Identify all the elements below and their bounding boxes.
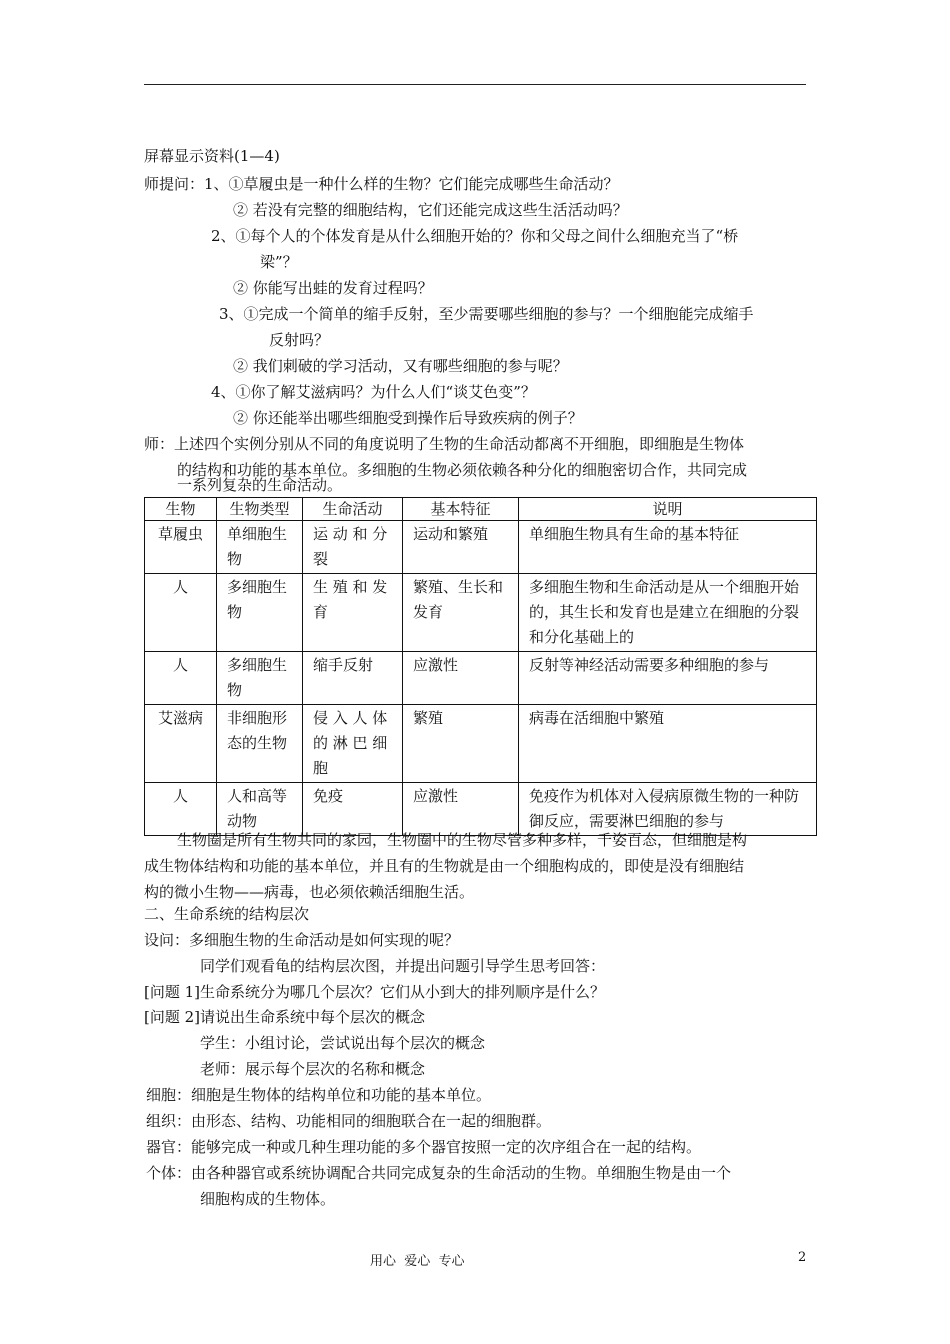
question-2b: ② 你能写出蛙的发育过程吗？	[233, 279, 433, 297]
table-header: 生物类型	[217, 498, 303, 521]
table-cell: 单细胞生物具有生命的基本特征	[519, 521, 817, 574]
setup-question: 设问：多细胞生物的生命活动是如何实现的呢？	[144, 931, 460, 949]
student-activity: 学生：小组讨论，尝试说出每个层次的概念	[200, 1034, 486, 1052]
table-cell: 非细胞形态的生物	[217, 705, 303, 783]
question-block-2: [问题 2]请说出生命系统中每个层次的概念	[144, 1008, 426, 1026]
table-cell: 人	[145, 652, 217, 705]
question-1a: 师提问：1、①草履虫是一种什么样的生物？它们能完成哪些生命活动？	[144, 175, 619, 193]
def-tissue: 组织：由形态、结构、功能相同的细胞联合在一起的细胞群。	[146, 1112, 552, 1130]
table-cell: 繁殖、生长和发育	[403, 574, 519, 652]
question-block-1: [问题 1]生命系统分为哪几个层次？它们从小到大的排列顺序是什么？	[144, 983, 606, 1001]
table-cell: 多细胞生物	[217, 652, 303, 705]
table-cell: 人	[145, 574, 217, 652]
table-header: 说明	[519, 498, 817, 521]
table-header: 基本特征	[403, 498, 519, 521]
table-row	[145, 783, 817, 836]
table-cell: 反射等神经活动需要多种细胞的参与	[519, 652, 817, 705]
header-rule	[144, 84, 806, 85]
table-cell: 多细胞生物和生命活动是从一个细胞开始的，其生长和发育也是建立在细胞的分裂和分化基础上的	[519, 574, 817, 652]
table-cell: 人和高等动物	[217, 783, 303, 836]
footer-motto: 用心 爱心 专心	[370, 1254, 465, 1269]
table-cell: 病毒在活细胞中繁殖	[519, 705, 817, 783]
table-row	[145, 574, 817, 652]
biosphere-para-2: 成生物体结构和功能的基本单位，并且有的生物就是由一个细胞构成的，即使是没有细胞结	[144, 857, 745, 875]
table-cell: 多细胞生物	[217, 574, 303, 652]
question-4a: 4、①你了解艾滋病吗？为什么人们“谈艾色变”？	[211, 383, 536, 401]
table-cell: 缩手反射	[303, 652, 403, 705]
question-4b: ② 你还能举出哪些细胞受到操作后导致疾病的例子？	[233, 409, 583, 427]
table-cell: 应激性	[403, 783, 519, 836]
def-individual-cont: 细胞构成的生物体。	[200, 1190, 336, 1208]
section-heading: 二、生命系统的结构层次	[144, 905, 310, 923]
teacher-activity: 老师：展示每个层次的名称和概念	[200, 1060, 426, 1078]
question-2a: 2、①每个人的个体发育是从什么细胞开始的？你和父母之间什么细胞充当了“桥	[211, 227, 739, 245]
table-row	[145, 521, 817, 574]
table-cell: 侵 入 人 体的 淋 巴 细胞	[303, 705, 403, 783]
table-cell: 运动和繁殖	[403, 521, 519, 574]
page-number: 2	[798, 1250, 807, 1265]
teacher-summary-3: 一系列复杂的生命活动。	[177, 476, 343, 494]
question-2a-cont: 梁”？	[260, 253, 298, 271]
table-row	[145, 652, 817, 705]
teacher-summary-1: 师：上述四个实例分别从不同的角度说明了生物的生命活动都离不开细胞，即细胞是生物体	[144, 435, 745, 453]
observe-instruction: 同学们观看龟的结构层次图，并提出问题引导学生思考回答：	[200, 957, 606, 975]
table-header: 生物	[145, 498, 217, 521]
table-cell: 应激性	[403, 652, 519, 705]
question-3a-cont: 反射吗？	[269, 331, 330, 349]
question-3a: 3、①完成一个简单的缩手反射，至少需要哪些细胞的参与？一个细胞能完成缩手	[219, 305, 754, 323]
def-cell: 细胞：细胞是生物体的结构单位和功能的基本单位。	[146, 1086, 492, 1104]
table-cell: 免疫作为机体对入侵病原微生物的一种防御反应，需要淋巴细胞的参与	[519, 783, 817, 836]
table-cell: 单细胞生物	[217, 521, 303, 574]
biosphere-para-3: 构的微小生物——病毒，也必须依赖活细胞生活。	[144, 883, 475, 901]
table-cell: 生 殖 和 发育	[303, 574, 403, 652]
def-organ: 器官：能够完成一种或几种生理功能的多个器官按照一定的次序组合在一起的结构。	[146, 1138, 702, 1156]
table-cell: 人	[145, 783, 217, 836]
table-cell: 运 动 和 分裂	[303, 521, 403, 574]
table-cell: 繁殖	[403, 705, 519, 783]
table-header-row	[145, 498, 817, 521]
def-individual: 个体：由各种器官或系统协调配合共同完成复杂的生命活动的生物。单细胞生物是由一个	[146, 1164, 732, 1182]
table-cell: 免疫	[303, 783, 403, 836]
table-header: 生命活动	[303, 498, 403, 521]
life-activity-table	[144, 497, 817, 836]
biosphere-para-1: 生物圈是所有生物共同的家园，生物圈中的生物尽管多种多样，千姿百态，但细胞是构	[177, 831, 748, 849]
question-1b: ② 若没有完整的细胞结构，它们还能完成这些生活活动吗？	[233, 201, 628, 219]
question-3b: ② 我们刺破的学习活动，又有哪些细胞的参与呢？	[233, 357, 568, 375]
table-cell: 草履虫	[145, 521, 217, 574]
teacher-summary-2: 的结构和功能的基本单位。多细胞的生物必须依赖各种分化的细胞密切合作，共同完成	[177, 461, 748, 479]
table-cell: 艾滋病	[145, 705, 217, 783]
table-row	[145, 705, 817, 783]
materials-heading: 屏幕显示资料(1—4)	[144, 147, 280, 165]
